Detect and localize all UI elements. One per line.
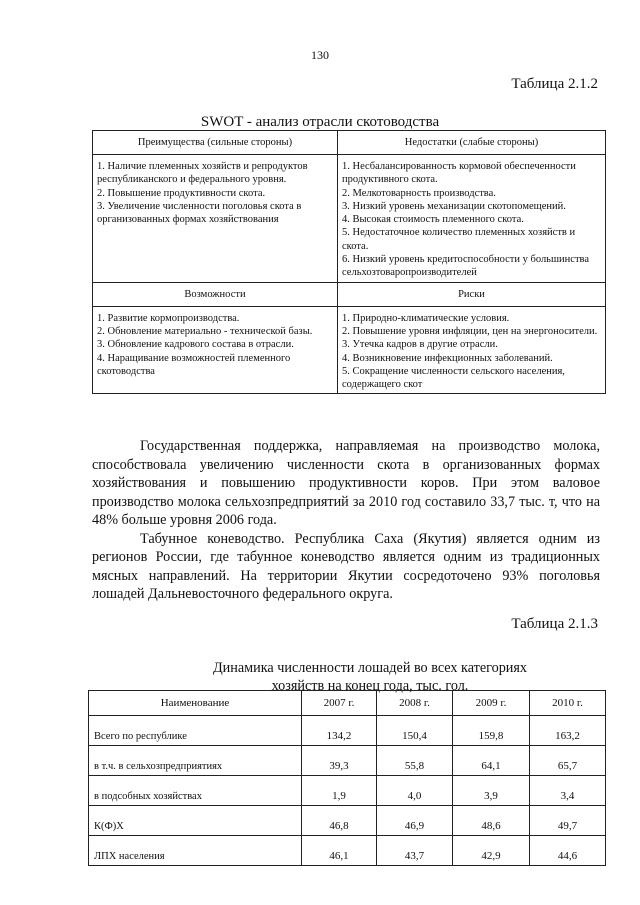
list-item: 3. Обновление кадрового состава в отрасли.	[97, 339, 294, 351]
table-cell: 4,0	[377, 776, 453, 806]
list-item: 2. Повышение уровня инфляции, цен на энергоносители.	[342, 325, 598, 337]
table-cell: 1,9	[302, 776, 377, 806]
table-header-row	[89, 691, 606, 716]
list-item: 3. Утечка кадров в другие отрасли.	[342, 339, 498, 351]
table-row	[89, 776, 606, 806]
list-item: 2. Мелкотоварность производства.	[342, 187, 496, 199]
paragraph: Табунное коневодство. Республика Саха (Якутия) является одним из регионов России, где табунное коневодство является одним из традиционных мясных направлений. На территории Якутии сосредоточено 93% поголовья лошадей Дальневосточного федерального округа.	[92, 530, 600, 602]
table-cell: 46,9	[377, 806, 453, 836]
risks-cell	[338, 306, 606, 394]
strengths-header: Преимущества (сильные стороны)	[93, 131, 338, 155]
row-name: Всего по республике	[89, 716, 302, 746]
column-header: Наименование	[89, 691, 302, 716]
row-name: К(Ф)Х	[89, 806, 302, 836]
row-name: в подсобных хозяйствах	[89, 776, 302, 806]
list-item: 1. Несбалансированность кормовой обеспеченности продуктивного скота.	[342, 161, 576, 186]
list-item: 4. Высокая стоимость племенного скота.	[342, 214, 524, 226]
column-header: 2009 г.	[453, 691, 530, 716]
column-header: 2007 г.	[302, 691, 377, 716]
table-label: Таблица 2.1.3	[511, 616, 598, 632]
table-label: Таблица 2.1.2	[511, 76, 598, 92]
risks-list	[342, 312, 601, 392]
list-item: 3. Низкий уровень механизации скотопомещений.	[342, 200, 566, 212]
table-cell: 163,2	[530, 716, 606, 746]
table-cell: 49,7	[530, 806, 606, 836]
table-cell: 65,7	[530, 746, 606, 776]
table-cell: 150,4	[377, 716, 453, 746]
table-cell: 44,6	[530, 836, 606, 866]
table-cell: 55,8	[377, 746, 453, 776]
weaknesses-header: Недостатки (слабые стороны)	[338, 131, 606, 155]
table-cell: 43,7	[377, 836, 453, 866]
horses-table	[88, 690, 606, 866]
table-cell: 134,2	[302, 716, 377, 746]
table-cell: 46,1	[302, 836, 377, 866]
opportunities-list	[97, 312, 333, 378]
table-cell: 159,8	[453, 716, 530, 746]
page-number: 130	[311, 48, 329, 62]
body-text	[92, 437, 600, 604]
risks-header: Риски	[338, 282, 606, 306]
strengths-list	[97, 160, 333, 226]
list-item: 1. Развитие кормопроизводства.	[97, 312, 240, 324]
weaknesses-cell	[338, 155, 606, 283]
row-name: в т.ч. в сельхозпредприятиях	[89, 746, 302, 776]
table-row	[89, 746, 606, 776]
list-item: 6. Низкий уровень кредитоспособности у большинства сельхозтоваропроизводителей	[342, 254, 590, 279]
column-header: 2008 г.	[377, 691, 453, 716]
table-title-line: хозяйств на конец года, тыс. гол.	[271, 678, 469, 694]
list-item: 1. Наличие племенных хозяйств и репродуктов республиканского и федерального уровня.	[97, 161, 308, 186]
list-item: 4. Наращивание возможностей племенного скотоводства	[97, 352, 291, 377]
paragraph: Государственная поддержка, направляемая на производство молока, способствовала увеличению численности скота в организованных формах хозяйствования и повышению продуктивности коров. При этом валовое производство молока сельхозпредприятий за 2010 год составило 33,7 тыс. т, что на 48% больше уровня 2006 года.	[92, 438, 600, 528]
table-row	[89, 806, 606, 836]
list-item: 1. Природно-климатические условия.	[342, 312, 510, 324]
table-row	[89, 836, 606, 866]
list-item: 2. Повышение продуктивности скота.	[97, 187, 266, 199]
table-row	[89, 716, 606, 746]
table-cell: 39,3	[302, 746, 377, 776]
strengths-cell	[93, 155, 338, 283]
opportunities-cell	[93, 306, 338, 394]
table-cell: 46,8	[302, 806, 377, 836]
table-cell: 3,4	[530, 776, 606, 806]
list-item: 4. Возникновение инфекционных заболеваний.	[342, 352, 553, 364]
row-name: ЛПХ населения	[89, 836, 302, 866]
table-title: SWOT - анализ отрасли скотоводства	[200, 114, 440, 130]
column-header: 2010 г.	[530, 691, 606, 716]
list-item: 2. Обновление материально - технической базы.	[97, 325, 313, 337]
list-item: 3. Увеличение численности поголовья скота в организованных формах хозяйствования	[97, 200, 302, 226]
weaknesses-list	[342, 160, 601, 280]
list-item: 5. Сокращение численности сельского населения, содержащего скот	[342, 365, 565, 391]
table-cell: 42,9	[453, 836, 530, 866]
table-cell: 48,6	[453, 806, 530, 836]
swot-table	[92, 130, 606, 394]
table-cell: 64,1	[453, 746, 530, 776]
table-title-line: Динамика численности лошадей во всех категориях	[212, 660, 528, 676]
table-cell: 3,9	[453, 776, 530, 806]
list-item: 5. Недостаточное количество племенных хозяйств и скота.	[342, 227, 576, 252]
opportunities-header: Возможности	[93, 282, 338, 306]
